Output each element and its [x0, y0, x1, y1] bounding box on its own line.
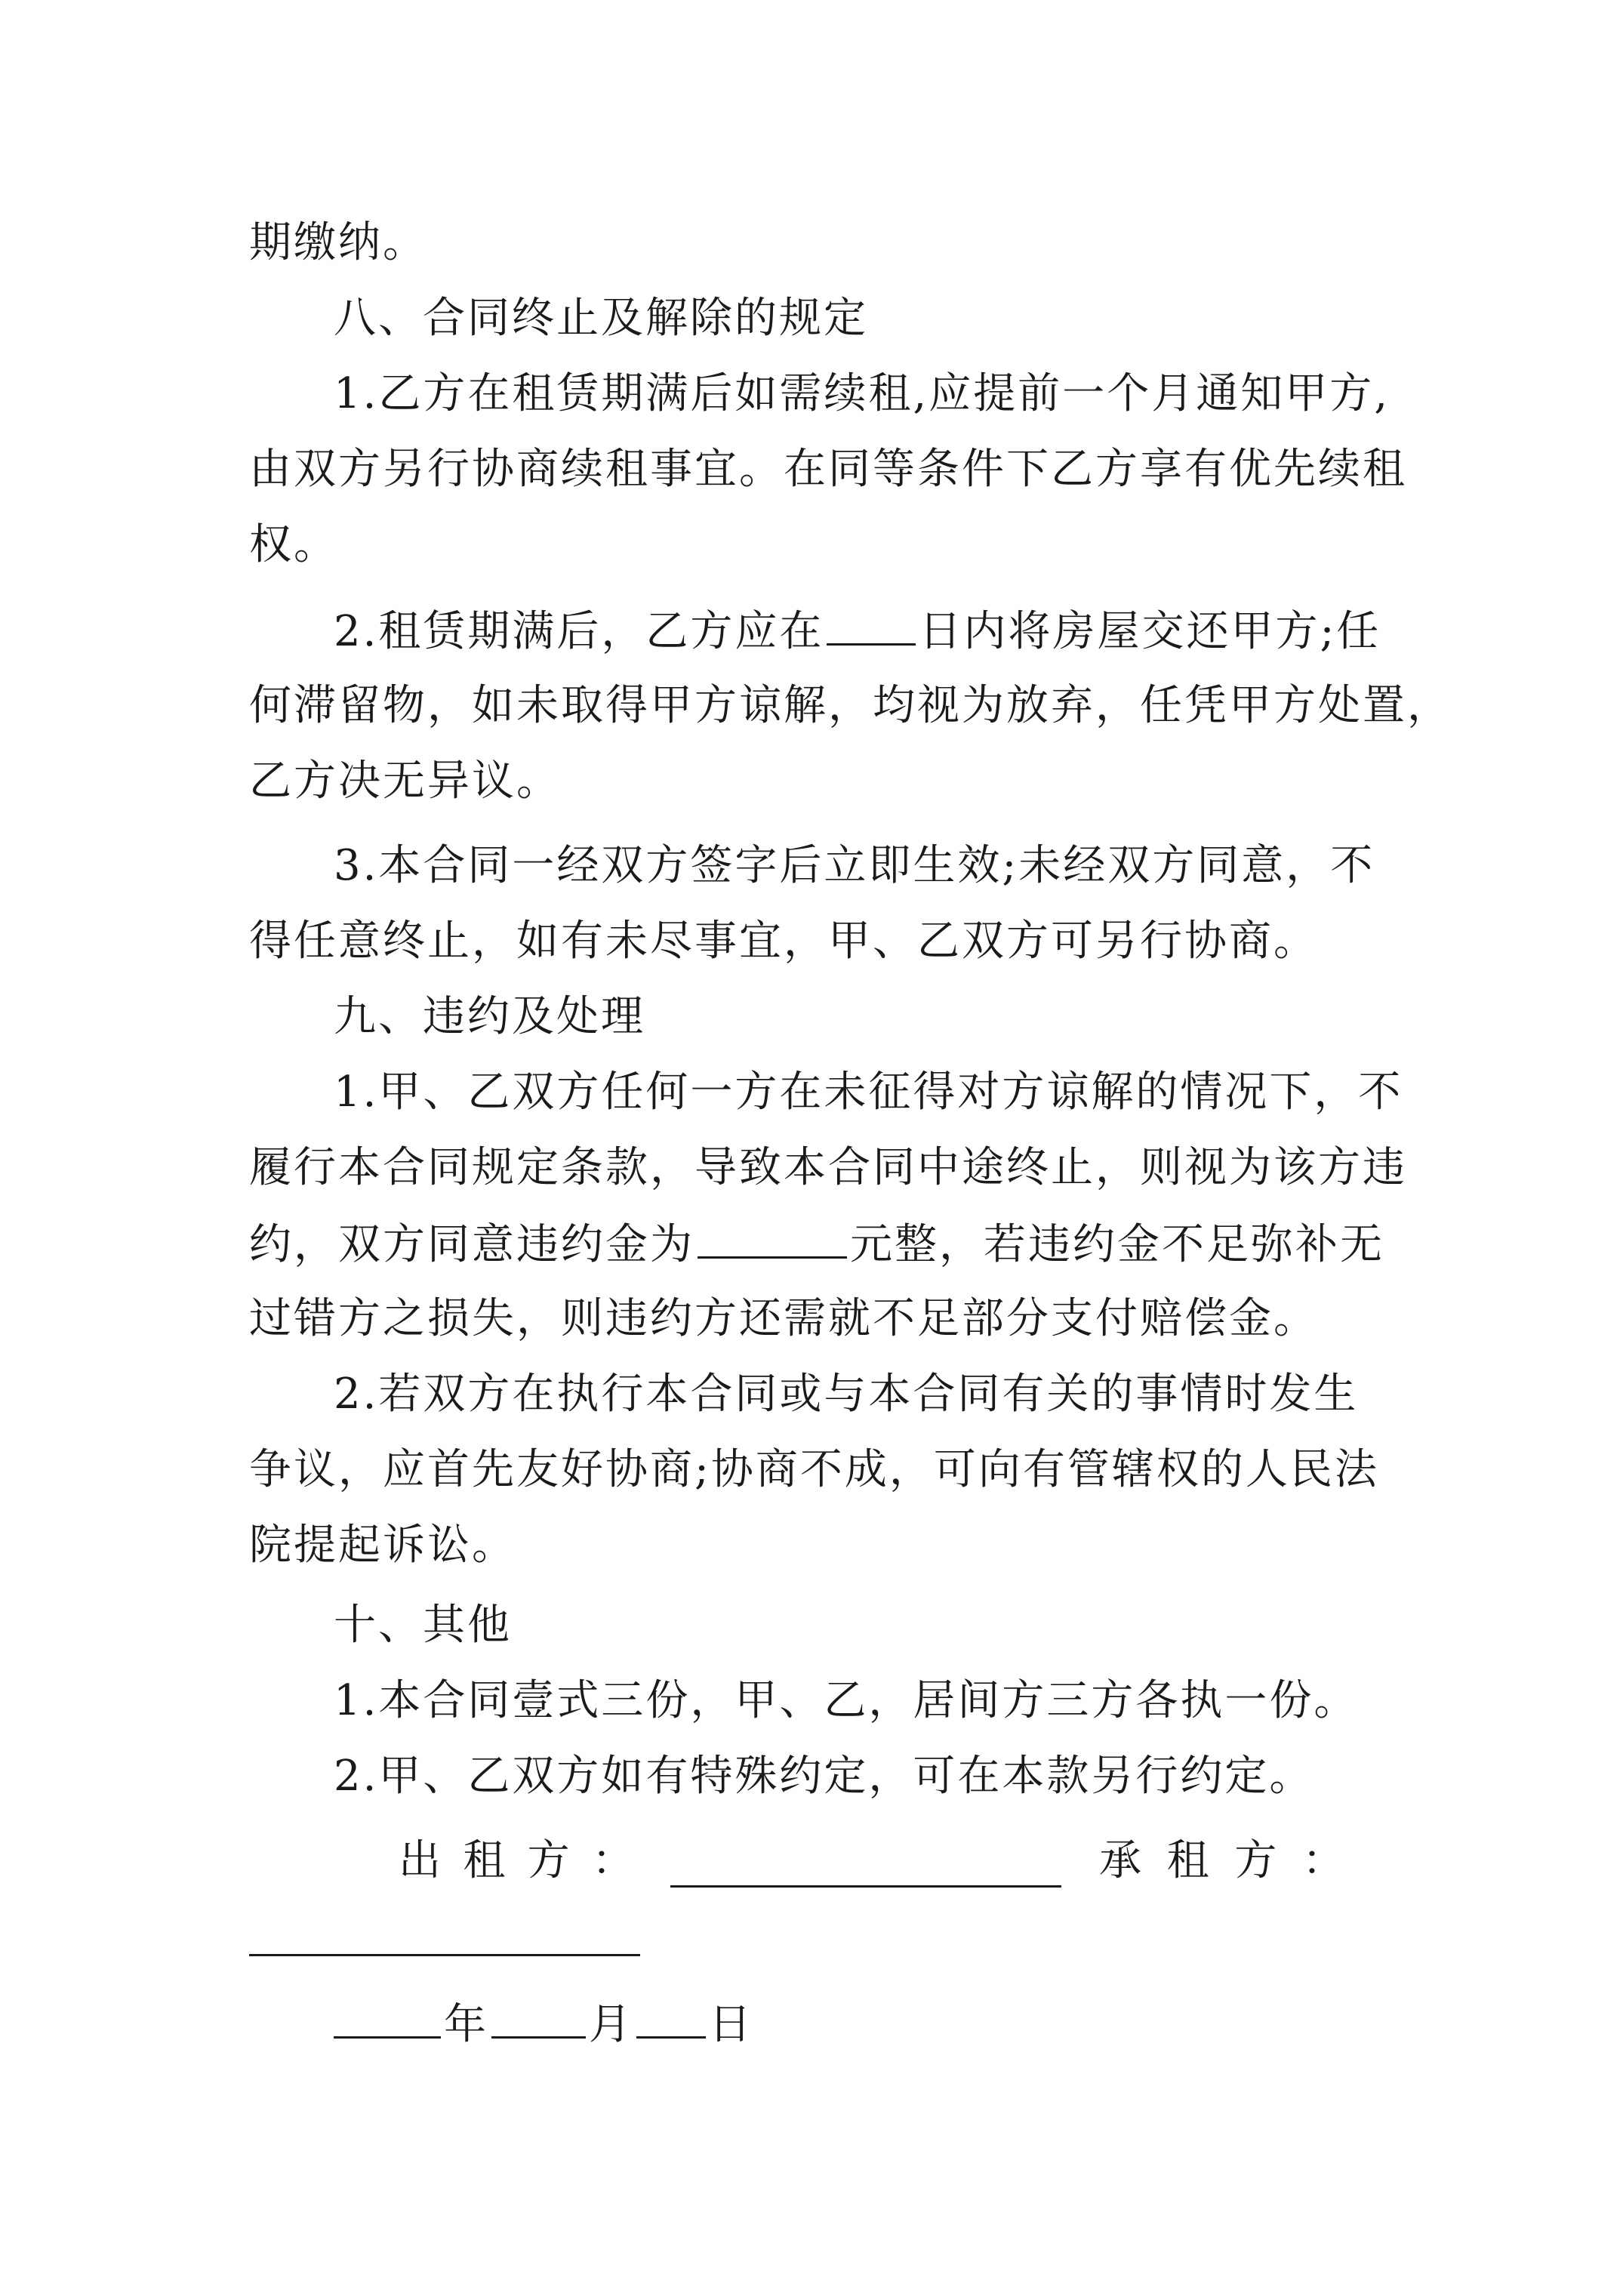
- label-char: 租: [1166, 1836, 1209, 1885]
- label-char: 方: [527, 1836, 570, 1885]
- text-segment: 约，双方同意违约金为: [249, 1220, 694, 1269]
- signature-row: [249, 1835, 1381, 1888]
- label-char: 出: [399, 1836, 441, 1885]
- fill-in-blank-month[interactable]: [491, 1997, 586, 2039]
- fill-in-blank-year[interactable]: [334, 1997, 441, 2039]
- text-line: 权。: [249, 520, 338, 569]
- section-heading-8: 八、合同终止及解除的规定: [334, 294, 868, 343]
- section-heading-9: 九、违约及处理: [334, 992, 645, 1041]
- text-line: 1.甲、乙双方任何一方在未征得对方谅解的情况下，不: [334, 1068, 1403, 1117]
- date-line: [334, 1997, 1466, 2050]
- day-label: 日: [709, 2000, 753, 2049]
- text-line: 2.甲、乙双方如有特殊约定，可在本款另行约定。: [334, 1752, 1314, 1801]
- lessor-label: [399, 1835, 634, 1888]
- text-line: 由双方另行协商续租事宜。在同等条件下乙方享有优先续租: [249, 445, 1407, 494]
- text-segment: 2.租赁期满后，乙方应在: [334, 607, 824, 656]
- lessee-label: [1099, 1835, 1344, 1888]
- section-heading-10: 十、其他: [334, 1601, 512, 1650]
- text-line: [334, 604, 1466, 657]
- text-line: 乙方决无异议。: [249, 757, 561, 806]
- text-line: 得任意终止，如有未尽事宜，甲、乙双方可另行协商。: [249, 917, 1318, 966]
- label-char: 租: [463, 1836, 506, 1885]
- label-char: 方: [1234, 1836, 1277, 1885]
- fill-in-blank-days[interactable]: [827, 604, 916, 646]
- text-line: 1.乙方在租赁期满后如需续租,应提前一个月通知甲方,: [334, 369, 1390, 418]
- text-line: [249, 1217, 1384, 1270]
- text-line: 1.本合同壹式三份，甲、乙，居间方三方各执一份。: [334, 1676, 1359, 1725]
- text-segment: 元整，若违约金不足弥补无: [850, 1220, 1384, 1269]
- text-line: 院提起诉讼。: [249, 1521, 516, 1570]
- year-label: 年: [444, 2000, 488, 2049]
- text-line: 2.若双方在执行本合同或与本合同有关的事情时发生: [334, 1370, 1359, 1419]
- text-line: 期缴纳。: [249, 218, 427, 267]
- fill-in-blank-penalty[interactable]: [698, 1217, 847, 1259]
- label-char: ：: [1301, 1836, 1344, 1885]
- label-char: ：: [591, 1836, 634, 1885]
- text-line: 履行本合同规定条款，导致本合同中途终止，则视为该方违: [249, 1143, 1407, 1192]
- text-line: 争议，应首先友好协商;协商不成，可向有管辖权的人民法: [249, 1445, 1379, 1494]
- fill-in-blank-day[interactable]: [636, 1997, 706, 2039]
- lessee-signature-line[interactable]: [249, 1954, 640, 1956]
- text-line: 过错方之损失，则违约方还需就不足部分支付赔偿金。: [249, 1294, 1318, 1343]
- text-line: 3.本合同一经双方签字后立即生效;未经双方同意，不: [334, 841, 1375, 890]
- text-segment: 日内将房屋交还甲方;任: [919, 607, 1381, 656]
- month-label: 月: [589, 2000, 633, 2049]
- text-line: 何滞留物，如未取得甲方谅解，均视为放弃，任凭甲方处置，: [249, 681, 1452, 730]
- lessor-signature-line[interactable]: [670, 1843, 1061, 1888]
- label-char: 承: [1099, 1836, 1141, 1885]
